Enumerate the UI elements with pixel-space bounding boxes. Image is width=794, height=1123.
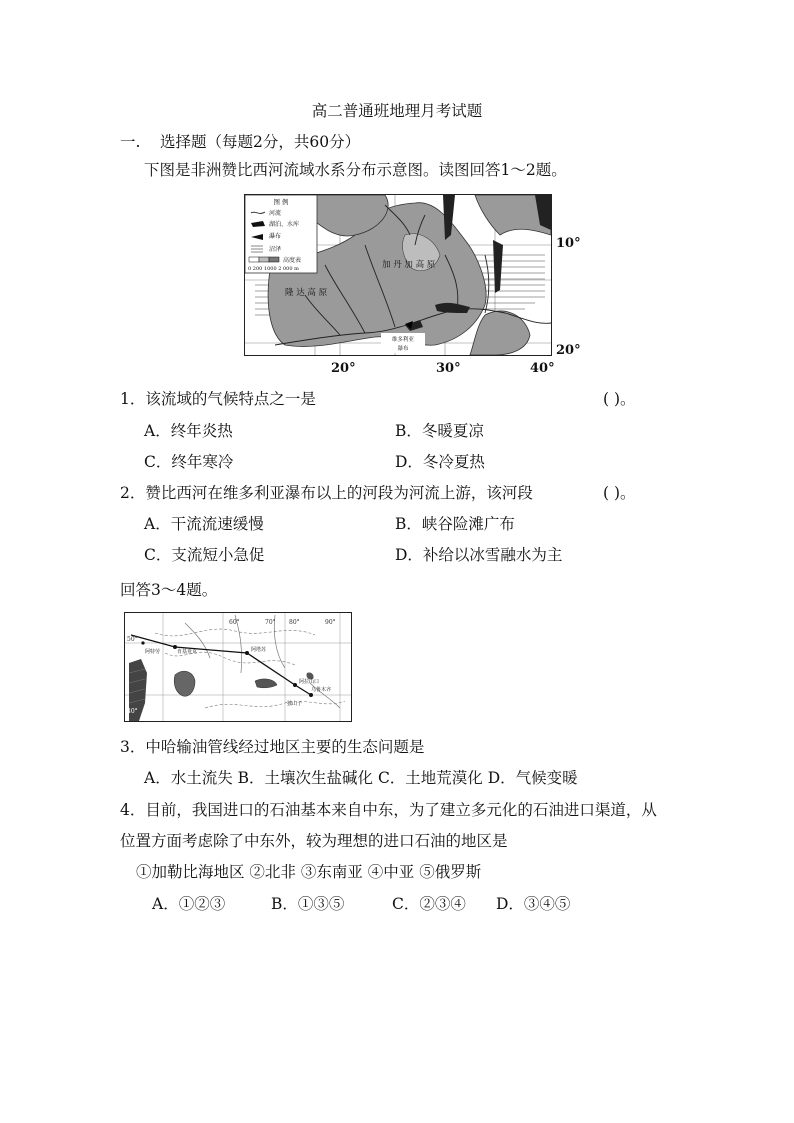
- q2-option-a: A．干流流速缓慢: [144, 515, 264, 533]
- q4-items: ①加勒比海地区 ②北非 ③东南亚 ④中亚 ⑤俄罗斯: [136, 863, 482, 881]
- map2-lat-40: 40°: [127, 708, 138, 715]
- victoria-falls-label-2: 瀑布: [397, 346, 409, 352]
- lunda-plateau-label: 隆 达 高 原: [285, 288, 328, 298]
- lat-label-20: 20°: [556, 343, 581, 358]
- place-urumqi: 乌鲁木齐: [311, 687, 332, 693]
- legend-swamp: 沼泽: [269, 246, 282, 253]
- place-kenkiyak: 肯基亚克: [177, 649, 198, 655]
- q1-option-d: D．冬冷夏热: [395, 453, 485, 471]
- q2-option-b: B．峡谷险滩广布: [395, 515, 515, 533]
- q4-option-a: A．①②③: [152, 895, 226, 913]
- map2-lon-80: 80°: [289, 619, 300, 626]
- lon-label-40: 40°: [530, 361, 555, 376]
- q2-option-d: D．补给以冰雪融水为主: [395, 546, 563, 564]
- q2-stem: 2．赞比西河在维多利亚瀑布以上的河段为河流上游，该河段: [120, 484, 533, 502]
- q1-option-c: C．终年寒冷: [144, 453, 234, 471]
- victoria-falls-label-1: 维多利亚: [391, 337, 415, 343]
- q1-stem: 1．该流域的气候特点之一是: [120, 390, 316, 408]
- q3-options: A．水土流失 B．土壤次生盐碱化 C．土地荒漠化 D．气候变暖: [144, 769, 578, 787]
- intro-map1: 下图是非洲赞比西河流域水系分布示意图。读图回答1～2题。: [144, 161, 567, 179]
- q2-answer-blank: ( )。: [603, 484, 636, 502]
- page-title: 高二普通班地理月考试题: [311, 102, 483, 120]
- q1-option-a: A．终年炎热: [144, 422, 233, 440]
- lon-label-20: 20°: [331, 361, 356, 376]
- section-number: 一.: [120, 133, 141, 151]
- section-heading: 选择题（每题2分，共60分）: [160, 133, 361, 151]
- lon-label-30: 30°: [436, 361, 461, 376]
- q4-option-c: C．②③④: [392, 895, 466, 913]
- q4-stem-line1: 4．目前，我国进口的石油基本来自中东，为了建立多元化的石油进口渠道，从: [120, 801, 657, 819]
- q1-option-b: B．冬暖夏凉: [395, 422, 484, 440]
- q1-answer-blank: ( )。: [603, 390, 636, 408]
- legend-waterfall: 瀑布: [269, 233, 282, 240]
- place-atyrau: 阿特劳: [145, 649, 161, 655]
- q4-stem-line2: 位置方面考虑除了中东外，较为理想的进口石油的地区是: [120, 832, 508, 850]
- place-atasu: 阿塔苏: [251, 647, 267, 653]
- map2-lat-50: 50°: [127, 636, 138, 643]
- q3-stem: 3．中哈输油管线经过地区主要的生态问题是: [120, 738, 425, 756]
- map2-lon-60: 60°: [229, 619, 240, 626]
- map2-lon-90: 90°: [325, 619, 336, 626]
- q4-option-b: B．①③⑤: [271, 895, 345, 913]
- place-dushanzi: 独山子: [287, 701, 303, 707]
- lat-label-10: 10°: [556, 236, 581, 251]
- katanga-plateau-label: 加 丹 加 高 原: [382, 260, 436, 270]
- legend-river: 河流: [269, 210, 282, 217]
- pipeline-map: [124, 612, 352, 722]
- legend-title: 图 例: [273, 198, 289, 206]
- place-alashankou: 阿拉山口: [299, 679, 320, 685]
- zambezi-map: [244, 194, 552, 356]
- legend-scale: 0 200 1000 2 000 m: [248, 266, 299, 272]
- q2-option-c: C．支流短小急促: [144, 546, 265, 564]
- q4-option-d: D．③④⑤: [496, 895, 571, 913]
- legend-lake: 湖泊、水库: [269, 221, 300, 228]
- map2-lon-70: 70°: [265, 619, 276, 626]
- intro-map2: 回答3～4题。: [120, 581, 218, 599]
- legend-elevation: 高度表: [283, 257, 302, 264]
